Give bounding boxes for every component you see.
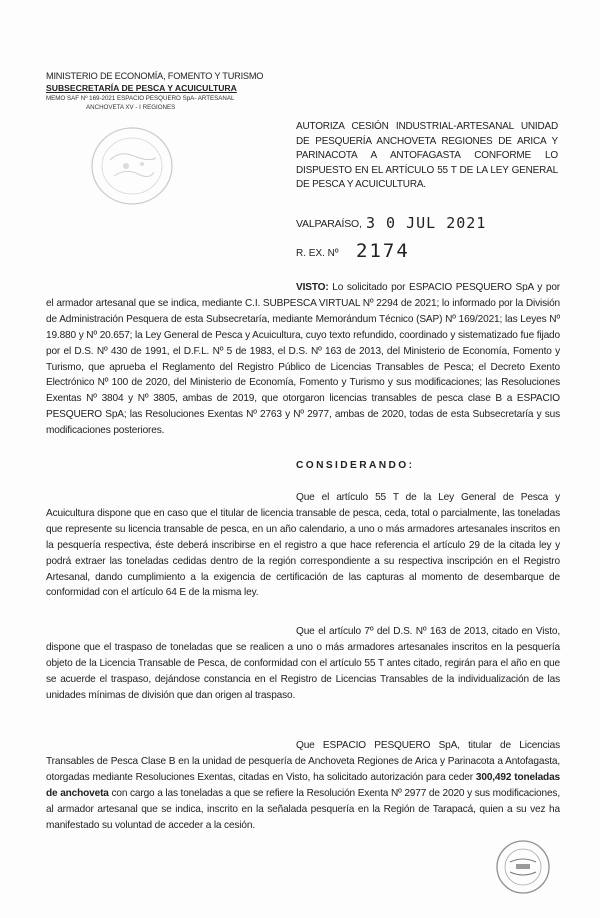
considerando-paragraph-3: [46, 738, 560, 833]
considerando-heading: CONSIDERANDO:: [296, 460, 415, 471]
considerando-text-3a: Que ESPACIO PESQUERO SpA, titular de Licencias Transables de Pesca Clase B en la unidad de pesquería de Anchoveta Regiones de Arica y Parinacota a Antofagasta, otorgadas mediante Resoluciones Exentas, citadas en Visto, ha solicitado autorización para ceder: [46, 740, 560, 783]
resolution-date: 3 0 JUL 2021: [366, 214, 487, 232]
tonnage-highlight: 300,492 toneladas de anchoveta: [46, 771, 561, 799]
considerando-text-2: Que el artículo 7º del D.S. Nº 163 de 2013, citado en Visto, dispone que el traspaso de toneladas que se realicen a uno o más armadores artesanales inscritos en la pesquería objeto de la Licencia Transable de Pesca, de conformidad con el artículo 55 T antes citado, regirán para el año en que se acuerde el traspaso, dejándose constancia en el Registro de Licencias Transables de la individualización de las unidades mínimas de división que dan origen al traspaso.: [46, 626, 560, 701]
resolution-title: AUTORIZA CESIÓN INDUSTRIAL-ARTESANAL UNIDAD DE PESQUERÍA ANCHOVETA REGIONES DE ARICA Y PARINACOTA A ANTOFAGASTA CONFORME LO DISPUESTO EN EL ARTÍCULO 55 T DE LA LEY GENERAL DE PESCA Y ACUICULTURA.: [296, 121, 558, 191]
ministry-name: MINISTERIO DE ECONOMÍA, FOMENTO Y TURISMO: [46, 71, 264, 81]
memo-reference-line2: ANCHOVETA XV - I REGIONES: [86, 104, 176, 111]
subsecretaria-name: SUBSECRETARÍA DE PESCA Y ACUICULTURA: [46, 83, 237, 93]
faded-seal-stamp: [86, 120, 182, 212]
visto-text: Lo solicitado por ESPACIO PESQUERO SpA y por el armador artesanal que se indica, mediante C.I. SUBPESCA VIRTUAL Nº 2294 de 2021; lo informado por la División de Administración Pesquera de esta Subsecretaría, mediante Memorándum Técnico (SAP) Nº 169/2021; las Leyes Nº 19.880 y Nº 20.657; la Ley General de Pesca y Acuicultura, cuyo texto refundido, coordinado y sistematizado fue fijado por el D.S. Nº 430 de 1991, el D.F.L. Nº 5 de 1983, el D.S. Nº 163 de 2013, del Ministerio de Economía, Fomento y Turismo, que aprueba el Reglamento del Registro Público de Licencias Transables de Pesca; el Decreto Exento Electrónico Nº 100 de 2020, del Ministerio de Economía, Fomento y Turismo y sus modificaciones; las Resoluciones Exentas Nº 3804 y Nº 3805, ambas de 2019, que otorgaron licencias transables de pesca clase B a ESPACIO PESQUERO SpA; las Resoluciones Exentas Nº 2763 y Nº 2977, ambas de 2020, todas de esta Subsecretaría y sus modificaciones posteriores.: [46, 282, 561, 437]
visto-label: VISTO:: [296, 282, 329, 293]
place-label: VALPARAÍSO,: [296, 218, 362, 230]
office-stamp: [492, 836, 554, 898]
considerando-text-1: Que el artículo 55 T de la Ley General de Pesca y Acuicultura dispone que en caso que el titular de licencia transable de pesca, ceda, total o parcialmente, las toneladas que represente su licencia transable de pesca, en un año calendario, a uno o más armadores artesanales inscritos en la pesquería respectiva, éste deberá inscribirse en el registro a que hace referencia el artículo 29 de la citada ley y podrá extraer las toneladas cedidas dentro de la región correspondiente a su respectiva inscripción en el Registro Artesanal, dando cumplimiento a la exigencia de certificación de las capturas al momento de desembarque de conformidad con el artículo 64 E de la misma ley.: [46, 492, 560, 599]
resolution-label: R. EX. Nº: [296, 248, 339, 259]
visto-paragraph: [46, 280, 560, 439]
letterhead: [46, 70, 276, 112]
resolution-number: 2174: [356, 240, 410, 262]
considerando-paragraph-2: [46, 624, 560, 704]
memo-reference: MEMO SAF Nº 169-2021 ESPACIO PESQUERO SpA- ARTESANAL: [46, 95, 235, 102]
considerando-paragraph-1: [46, 490, 560, 601]
considerando-text-3b: con cargo a las toneladas a que se refiere la Resolución Exenta Nº 2977 de 2020 y sus modificaciones, al armador artesanal que se indica, inscrito en la señalada pesquería en la Región de Tarapacá, quien a su vez ha manifestado su voluntad de acceder a la cesión.: [46, 787, 560, 831]
